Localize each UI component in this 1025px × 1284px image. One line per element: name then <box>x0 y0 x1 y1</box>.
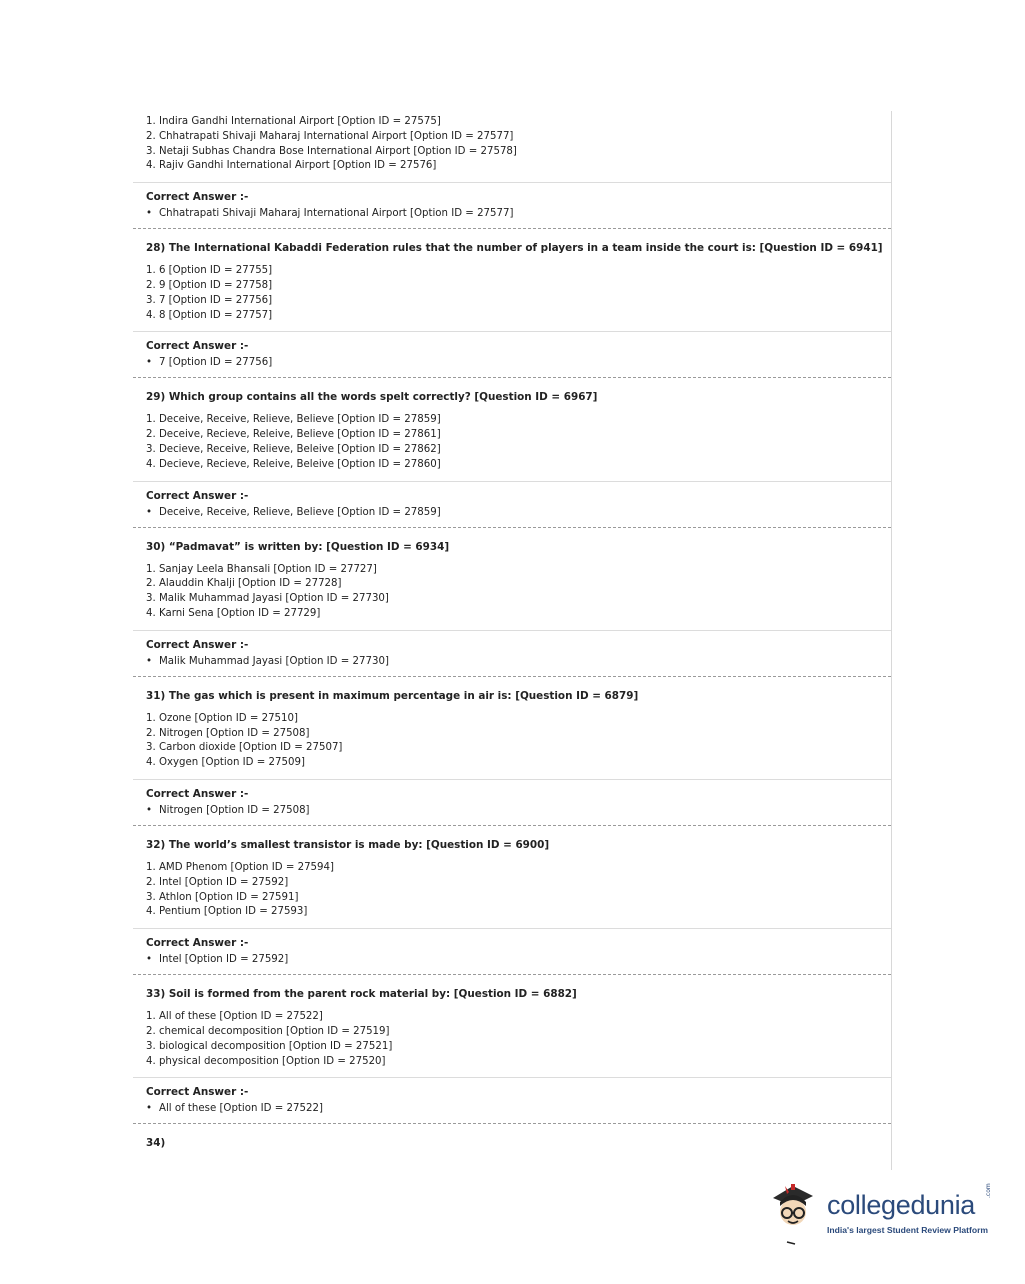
options-list <box>133 404 891 480</box>
bullet-icon: • <box>146 208 153 220</box>
correct-answer <box>146 206 891 222</box>
correct-answer-text: Nitrogen [Option ID = 27508] <box>159 804 310 816</box>
question-title: 30) “Padmavat” is written by: [Question ID = 6934] <box>146 540 450 553</box>
option: 3. Decieve, Receive, Relieve, Beleive [Option ID = 27862] <box>146 443 441 455</box>
logo-tagline: India's largest Student Review Platform <box>827 1225 989 1235</box>
option: 1. Ozone [Option ID = 27510] <box>146 712 298 724</box>
correct-answer-text: Chhatrapati Shivaji Maharaj International Airport [Option ID = 27577] <box>159 208 514 220</box>
option: 1. Sanjay Leela Bhansali [Option ID = 27727] <box>146 563 377 575</box>
correct-answer <box>146 952 891 968</box>
correct-answer-section <box>133 928 891 974</box>
question-block <box>133 974 891 1123</box>
correct-answer-text: Deceive, Receive, Relieve, Believe [Option ID = 27859] <box>159 506 441 518</box>
correct-answer-text: Malik Muhammad Jayasi [Option ID = 27730] <box>159 655 389 667</box>
bullet-icon: • <box>146 357 153 369</box>
correct-answer-label: Correct Answer :- <box>146 787 249 800</box>
correct-answer-label: Correct Answer :- <box>146 1086 249 1099</box>
option: 3. Netaji Subhas Chandra Bose International Airport [Option ID = 27578] <box>146 145 517 157</box>
option: 2. Deceive, Recieve, Releive, Believe [Option ID = 27861] <box>146 429 441 441</box>
correct-answer-section <box>133 481 891 527</box>
option: 3. Carbon dioxide [Option ID = 27507] <box>146 742 343 754</box>
correct-answer-section <box>133 182 891 228</box>
logo-name: collegedunia <box>827 1190 976 1220</box>
option: 1. AMD Phenom [Option ID = 27594] <box>146 861 334 873</box>
option: 4. Oxygen [Option ID = 27509] <box>146 757 305 769</box>
options-list <box>133 1001 891 1077</box>
question-block <box>133 228 891 377</box>
option: 4. Karni Sena [Option ID = 27729] <box>146 607 321 619</box>
question-block <box>133 377 891 526</box>
correct-answer-label: Correct Answer :- <box>146 191 249 204</box>
bullet-icon: • <box>146 954 153 966</box>
question-title: 33) Soil is formed from the parent rock material by: [Question ID = 6882] <box>146 988 577 1001</box>
correct-answer-text: 7 [Option ID = 27756] <box>159 357 273 369</box>
correct-answer-label: Correct Answer :- <box>146 489 249 502</box>
option: 2. 9 [Option ID = 27758] <box>146 279 273 291</box>
option: 3. Athlon [Option ID = 27591] <box>146 891 299 903</box>
option: 1. 6 [Option ID = 27755] <box>146 265 273 277</box>
options-list <box>133 852 891 928</box>
option: 1. Indira Gandhi International Airport [Option ID = 27575] <box>146 116 441 127</box>
logo-domain: .com <box>985 1183 992 1198</box>
correct-answer-section <box>133 779 891 825</box>
option: 3. Malik Muhammad Jayasi [Option ID = 27730] <box>146 593 389 605</box>
bullet-icon: • <box>146 1103 153 1115</box>
option: 4. Decieve, Recieve, Releive, Beleive [Option ID = 27860] <box>146 458 441 470</box>
option: 3. 7 [Option ID = 27756] <box>146 294 273 306</box>
options-list <box>133 255 891 331</box>
correct-answer-label: Correct Answer :- <box>146 638 249 651</box>
bullet-icon: • <box>146 506 153 518</box>
collegedunia-logo <box>765 1176 995 1246</box>
correct-answer-section <box>133 630 891 676</box>
question-title: 34) <box>146 1137 166 1150</box>
correct-answer <box>146 654 891 670</box>
option: 4. 8 [Option ID = 27757] <box>146 309 273 321</box>
correct-answer <box>146 1101 891 1117</box>
option: 4. Pentium [Option ID = 27593] <box>146 906 308 918</box>
option: 2. Alauddin Khalji [Option ID = 27728] <box>146 578 342 590</box>
correct-answer-section <box>133 1077 891 1123</box>
question-title: 31) The gas which is present in maximum percentage in air is: [Question ID = 6879] <box>146 689 639 702</box>
mascot-icon <box>765 1176 825 1246</box>
options-list <box>133 554 891 630</box>
bullet-icon: • <box>146 655 153 667</box>
options-list <box>133 703 891 779</box>
question-title: 32) The world’s smallest transistor is made by: [Question ID = 6900] <box>146 838 550 851</box>
option: 3. biological decomposition [Option ID = 27521] <box>146 1040 393 1052</box>
correct-answer <box>146 355 891 371</box>
option: 1. Deceive, Receive, Relieve, Believe [Option ID = 27859] <box>146 414 441 426</box>
question-block <box>133 676 891 825</box>
option: 2. Chhatrapati Shivaji Maharaj International Airport [Option ID = 27577] <box>146 130 514 142</box>
option: 4. Rajiv Gandhi International Airport [Option ID = 27576] <box>146 160 437 172</box>
correct-answer-section <box>133 331 891 377</box>
correct-answer <box>146 803 891 819</box>
correct-answer <box>146 505 891 521</box>
correct-answer-text: All of these [Option ID = 27522] <box>159 1103 323 1115</box>
correct-answer-label: Correct Answer :- <box>146 937 249 950</box>
question-title: 29) Which group contains all the words spelt correctly? [Question ID = 6967] <box>146 391 598 404</box>
option: 2. chemical decomposition [Option ID = 27519] <box>146 1025 390 1037</box>
option: 1. All of these [Option ID = 27522] <box>146 1011 323 1023</box>
question-paper <box>133 111 892 1170</box>
bullet-icon: • <box>146 804 153 816</box>
correct-answer-text: Intel [Option ID = 27592] <box>159 954 289 966</box>
question-block <box>133 527 891 676</box>
question-block <box>133 825 891 974</box>
correct-answer-label: Correct Answer :- <box>146 340 249 353</box>
option: 2. Nitrogen [Option ID = 27508] <box>146 727 310 739</box>
option: 4. physical decomposition [Option ID = 27520] <box>146 1055 386 1067</box>
option: 2. Intel [Option ID = 27592] <box>146 876 289 888</box>
question-title: 28) The International Kabaddi Federation rules that the number of players in a team inside the court is: [Question ID = 6941] <box>146 242 883 255</box>
prev-options <box>133 111 891 182</box>
